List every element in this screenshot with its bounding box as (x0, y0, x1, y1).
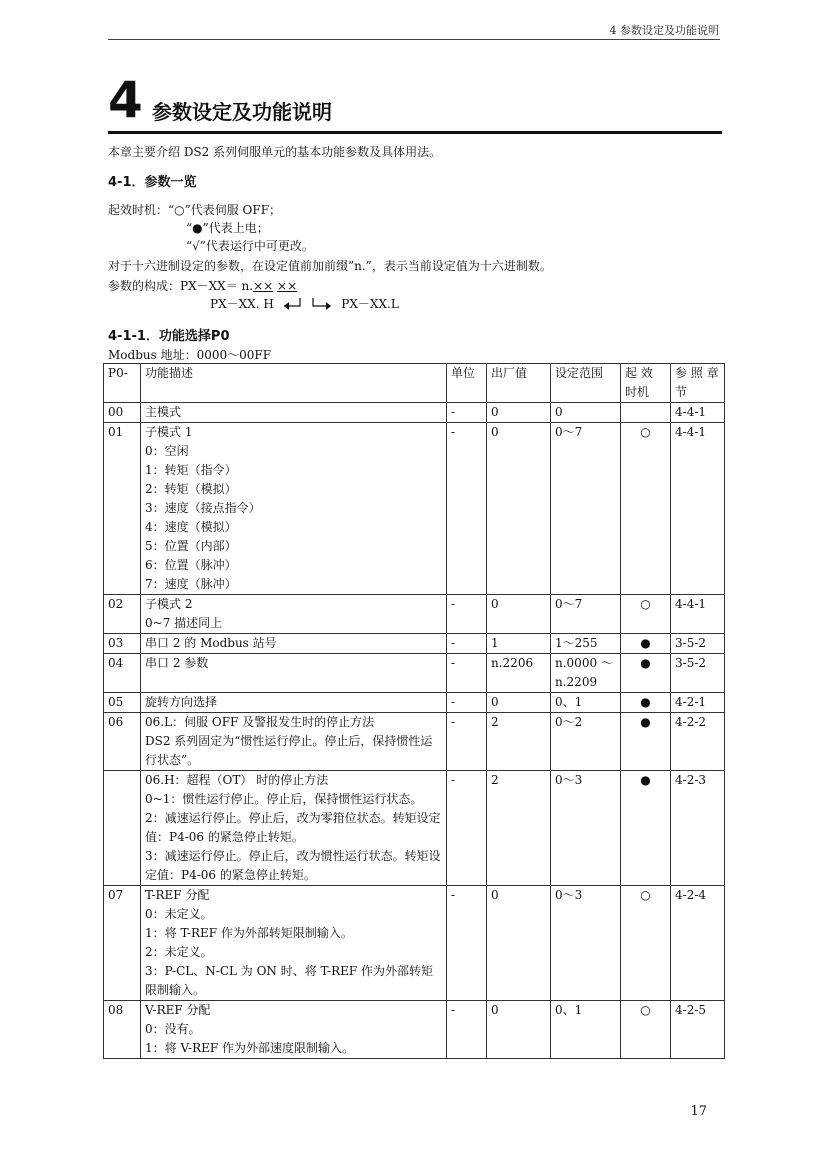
left-arrow-icon (278, 298, 306, 312)
reference-cell: 3-5-2 (671, 634, 725, 654)
page-number: 17 (690, 1104, 707, 1119)
reference-cell: 4-2-5 (671, 1001, 725, 1059)
composition-line-2 (210, 295, 399, 313)
unit-cell: - (447, 886, 487, 1001)
description-line: 0~7 描述同上 (145, 616, 223, 630)
reference-cell: 3-5-2 (671, 654, 725, 693)
table-row (104, 634, 725, 654)
reference-cell: 4-4-1 (671, 595, 725, 634)
section-title: 4-1．参数一览 (108, 175, 197, 190)
table-row (104, 1001, 725, 1059)
composition-low-label: PX－XX.L (341, 297, 399, 311)
chapter-number: 4 (108, 71, 143, 129)
chapter-rule (108, 131, 722, 134)
table-row (104, 886, 725, 1001)
legend-line-1: 起效时机：“○”代表伺服 OFF； (108, 203, 282, 217)
unit-cell: - (447, 771, 487, 886)
description-cell (141, 403, 447, 423)
chapter-title: 参数设定及功能说明 (152, 100, 332, 124)
description-cell (141, 595, 447, 634)
default-cell: 2 (487, 713, 551, 771)
composition-high-label: PX－XX. H (210, 297, 274, 311)
header-timing: 起 效 时机 (621, 364, 671, 403)
description-line: 7：速度（脉冲） (145, 577, 237, 591)
description-line: 4：速度（模拟） (145, 520, 237, 534)
header-unit: 单位 (447, 364, 487, 403)
range-cell: 0 (551, 403, 621, 423)
description-line: 2：转矩（模拟） (145, 482, 237, 496)
description-cell (141, 634, 447, 654)
table-row (104, 595, 725, 634)
param-no-cell (104, 771, 141, 886)
description-line: 06.L：伺服 OFF 及警报发生时的停止方法 (145, 715, 375, 729)
table-row (104, 403, 725, 423)
unit-cell: - (447, 423, 487, 595)
description-line: 06.H：超程（OT） 时的停止方法 (145, 773, 329, 787)
description-line: V-REF 分配 (145, 1003, 211, 1017)
description-cell (141, 713, 447, 771)
description-line: DS2 系列固定为“惯性运行停止。停止后，保持惯性运行状态”。 (145, 734, 433, 767)
description-line: 0：空闲 (145, 444, 189, 458)
table-row (104, 654, 725, 693)
timing-cell: ● (621, 654, 671, 693)
range-cell: 0～3 (551, 886, 621, 1001)
description-line: 旋转方向选择 (145, 695, 218, 709)
param-no-cell: 08 (104, 1001, 141, 1059)
legend-line-2: “●”代表上电； (186, 221, 269, 235)
composition-low-digits: ×× (277, 279, 298, 293)
parameter-table (103, 363, 725, 1059)
param-no-cell: 01 (104, 423, 141, 595)
running-header: 4 参数设定及功能说明 (609, 24, 719, 37)
header-range: 设定范围 (551, 364, 621, 403)
unit-cell: - (447, 713, 487, 771)
param-no-cell: 04 (104, 654, 141, 693)
right-arrow-icon (309, 298, 337, 312)
reference-cell: 4-2-3 (671, 771, 725, 886)
default-cell: 1 (487, 634, 551, 654)
description-line: 3：减速运行停止。停止后，改为惯性运行状态。转矩设定值：P4-06 的紧急停止转矩。 (145, 849, 441, 882)
table-header-row (104, 364, 725, 403)
description-line: 串口 2 的 Modbus 站号 (145, 636, 277, 650)
unit-cell: - (447, 1001, 487, 1059)
range-cell: n.0000 ～ n.2209 (551, 654, 621, 693)
description-line: 串口 2 参数 (145, 656, 209, 670)
default-cell: 2 (487, 771, 551, 886)
description-cell (141, 423, 447, 595)
default-cell: 0 (487, 693, 551, 713)
param-no-cell: 02 (104, 595, 141, 634)
description-line: 5：位置（内部） (145, 539, 237, 553)
chapter-heading (108, 71, 722, 130)
param-no-cell: 05 (104, 693, 141, 713)
unit-cell: - (447, 595, 487, 634)
range-cell: 0～2 (551, 713, 621, 771)
default-cell: 0 (487, 1001, 551, 1059)
default-cell: 0 (487, 595, 551, 634)
description-line: 主模式 (145, 405, 182, 419)
table-row (104, 771, 725, 886)
description-line: 3：P-CL、N-CL 为 ON 时、将 T-REF 作为外部转矩限制输入。 (145, 964, 434, 997)
composition-high-digits: ×× (253, 279, 274, 293)
header-p0: P0- (104, 364, 141, 403)
timing-cell: ○ (621, 423, 671, 595)
range-cell: 0、1 (551, 1001, 621, 1059)
composition-prefix: 参数的构成：PX－XX＝ (108, 279, 238, 293)
default-cell: n.2206 (487, 654, 551, 693)
table-row (104, 423, 725, 595)
unit-cell: - (447, 693, 487, 713)
timing-cell: ● (621, 634, 671, 654)
header-desc: 功能描述 (141, 364, 447, 403)
header-rule (108, 39, 720, 40)
description-cell (141, 886, 447, 1001)
timing-cell: ● (621, 771, 671, 886)
unit-cell: - (447, 634, 487, 654)
param-no-cell: 03 (104, 634, 141, 654)
reference-cell: 4-4-1 (671, 423, 725, 595)
timing-cell (621, 403, 671, 423)
default-cell: 0 (487, 403, 551, 423)
description-line: 3：速度（接点指令） (145, 501, 261, 515)
unit-cell: - (447, 654, 487, 693)
range-cell: 0、1 (551, 693, 621, 713)
description-line: 6：位置（脉冲） (145, 558, 237, 572)
timing-cell: ○ (621, 595, 671, 634)
description-cell (141, 1001, 447, 1059)
hex-note: 对于十六进制设定的参数，在设定值前加前缀”n.”，表示当前设定值为十六进制数。 (108, 259, 552, 273)
timing-cell: ● (621, 693, 671, 713)
description-line: 2：减速运行停止。停止后，改为零箝位状态。转矩设定值：P4-06 的紧急停止转矩。 (145, 811, 441, 844)
description-line: 2：未定义。 (145, 945, 213, 959)
timing-cell: ○ (621, 886, 671, 1001)
description-line: 0~1：惯性运行停止。停止后，保持惯性运行状态。 (145, 792, 423, 806)
header-ref: 参 照 章节 (671, 364, 725, 403)
table-row (104, 693, 725, 713)
description-line: 1：将 T-REF 作为外部转矩限制输入。 (145, 926, 353, 940)
param-no-cell: 07 (104, 886, 141, 1001)
description-line: 0：没有。 (145, 1022, 201, 1036)
reference-cell: 4-4-1 (671, 403, 725, 423)
reference-cell: 4-2-2 (671, 713, 725, 771)
default-cell: 0 (487, 423, 551, 595)
timing-cell: ○ (621, 1001, 671, 1059)
range-cell: 0～3 (551, 771, 621, 886)
table-row (104, 713, 725, 771)
description-line: 子模式 2 (145, 597, 193, 611)
legend-line-3: “√”代表运行中可更改。 (186, 239, 314, 253)
description-line: T-REF 分配 (145, 888, 210, 902)
table-body (104, 403, 725, 1059)
description-cell (141, 693, 447, 713)
reference-cell: 4-2-4 (671, 886, 725, 1001)
composition-value-prefix: n. (241, 279, 254, 293)
range-cell: 1～255 (551, 634, 621, 654)
param-no-cell: 00 (104, 403, 141, 423)
timing-cell: ● (621, 713, 671, 771)
subsection-title: 4-1-1．功能选择P0 (108, 329, 230, 344)
description-cell (141, 654, 447, 693)
header-default: 出厂值 (487, 364, 551, 403)
intro-paragraph: 本章主要介绍 DS2 系列伺服单元的基本功能参数及具体用法。 (108, 145, 442, 159)
reference-cell: 4-2-1 (671, 693, 725, 713)
description-line: 0：未定义。 (145, 907, 213, 921)
unit-cell: - (447, 403, 487, 423)
param-no-cell: 06 (104, 713, 141, 771)
description-line: 子模式 1 (145, 425, 193, 439)
description-line: 1：转矩（指令） (145, 463, 237, 477)
range-cell: 0～7 (551, 423, 621, 595)
modbus-address: Modbus 地址：0000～00FF (108, 348, 272, 362)
range-cell: 0～7 (551, 595, 621, 634)
default-cell: 0 (487, 886, 551, 1001)
description-line: 1：将 V-REF 作为外部速度限制输入。 (145, 1041, 355, 1055)
composition-line-1 (108, 277, 297, 295)
description-cell (141, 771, 447, 886)
